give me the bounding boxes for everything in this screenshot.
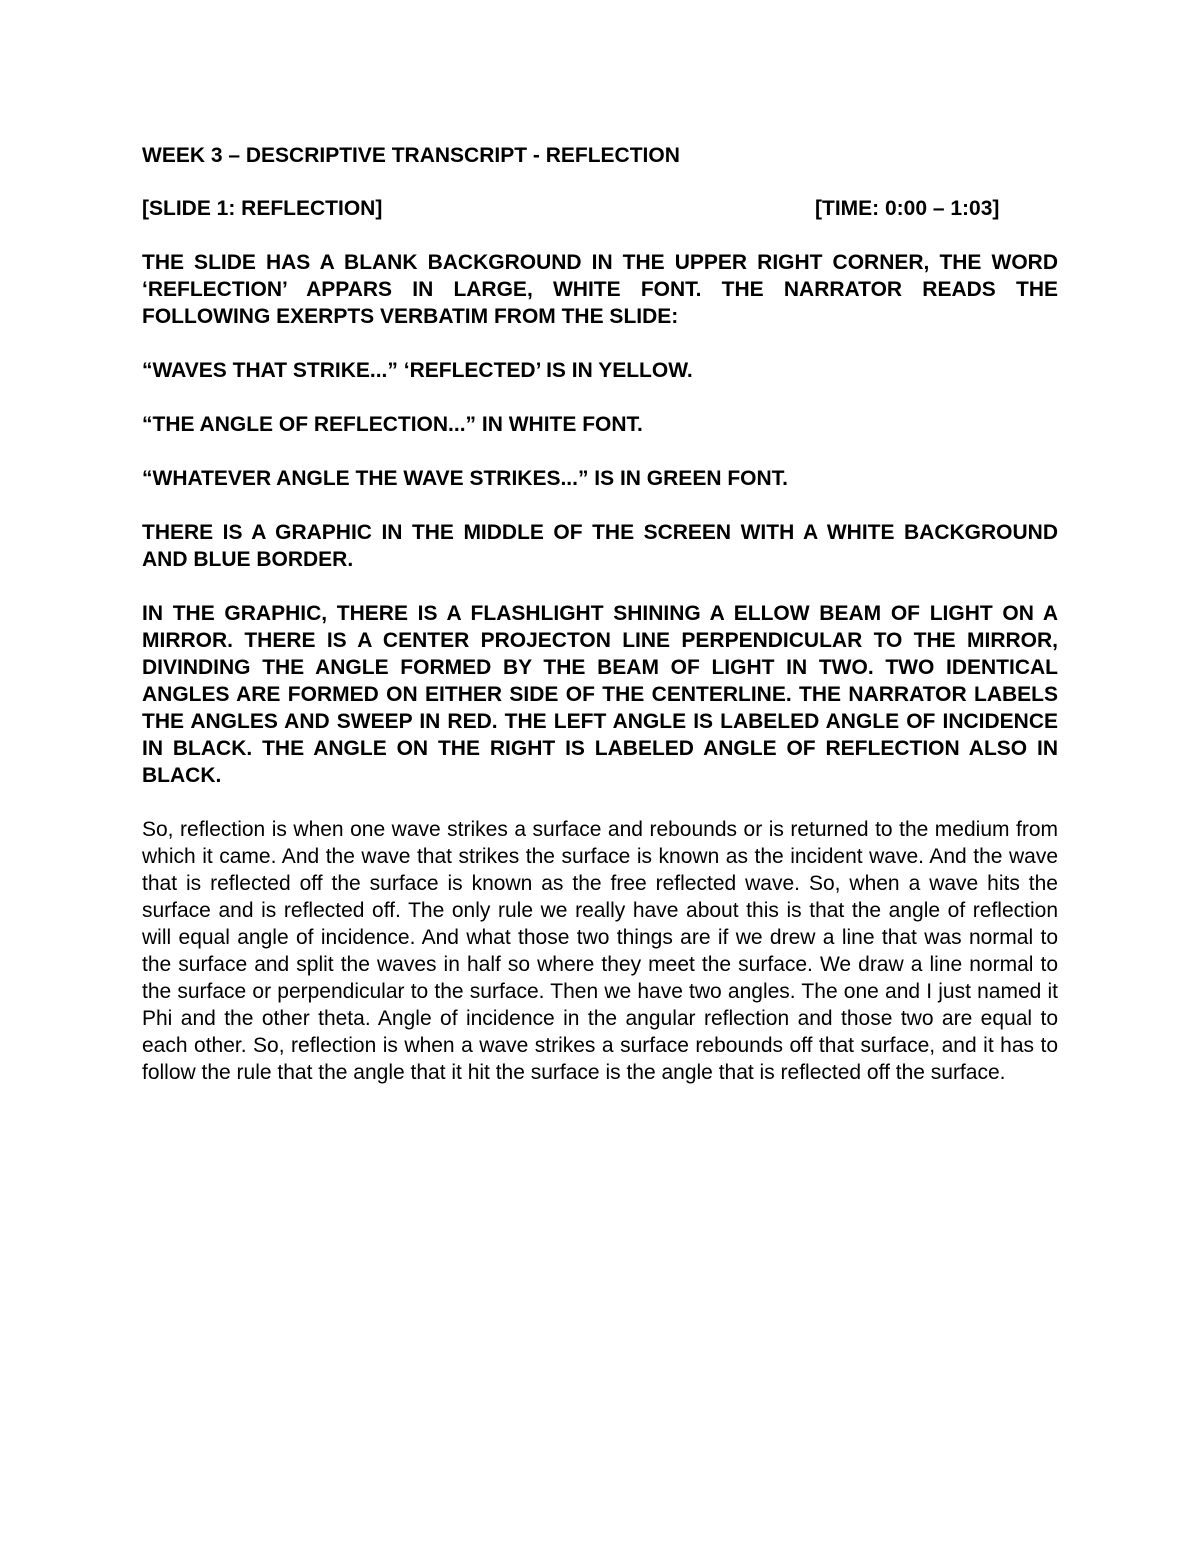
document-title: WEEK 3 – DESCRIPTIVE TRANSCRIPT - REFLECTION: [142, 144, 680, 167]
narration-transcript: So, reflection is when one wave strikes a surface and rebounds or is returned to the medium from which it came. And the wave that strikes the surface is known as the incident wave. And the wave that is reflected off the surface is known as the free reflected wave. So, when a wave hits the surface and is reflected off. The only rule we really have about this is that the angle of reflection will equal angle of incidence. And what those two things are if we drew a line that was normal to the surface and split the waves in half so where they meet the surface. We draw a line normal to the surface or perpendicular to the surface. Then we have two angles. The one and I just named it Phi and the other theta. Angle of incidence in the angular reflection and those two are equal to each other. So, reflection is when a wave strikes a surface rebounds off that surface, and it has to follow the rule that the angle that it hit the surface is the angle that is reflected off the surface.: [142, 818, 1058, 1084]
graphic-detail-paragraph: IN THE GRAPHIC, THERE IS A FLASHLIGHT SHINING A ELLOW BEAM OF LIGHT ON A MIRROR. THERE IS A CENTER PROJECTON LINE PERPENDICULAR TO THE MIRROR, DIVINDING THE ANGLE FORMED BY THE BEAM OF LIGHT IN TWO. TWO IDENTICAL ANGLES ARE FORMED ON EITHER SIDE OF THE CENTERLINE. THE NARRATOR LABELS THE ANGLES AND SWEEP IN RED. THE LEFT ANGLE IS LABELED ANGLE OF INCIDENCE IN BLACK. THE ANGLE ON THE RIGHT IS LABELED ANGLE OF REFLECTION ALSO IN BLACK.: [142, 602, 1058, 787]
slide-excerpt-paragraph: “THE ANGLE OF REFLECTION...” IN WHITE FONT.: [142, 413, 643, 436]
slide-excerpt-paragraph: “WAVES THAT STRIKE...” ‘REFLECTED’ IS IN YELLOW.: [142, 359, 693, 382]
slide-info-line: [142, 195, 1058, 222]
document-page: [142, 142, 1058, 1086]
slide-excerpt-paragraph: “WHATEVER ANGLE THE WAVE STRIKES...” IS IN GREEN FONT.: [142, 467, 788, 490]
graphic-description-paragraph: THERE IS A GRAPHIC IN THE MIDDLE OF THE SCREEN WITH A WHITE BACKGROUND AND BLUE BORDER.: [142, 521, 1058, 571]
slide-label: [SLIDE 1: REFLECTION]: [142, 197, 383, 220]
time-label: [TIME: 0:00 – 1:03]: [815, 197, 1000, 220]
slide-description-paragraph: THE SLIDE HAS A BLANK BACKGROUND IN THE UPPER RIGHT CORNER, THE WORD ‘REFLECTION’ APPARS IN LARGE, WHITE FONT. THE NARRATOR READS THE FOLLOWING EXERPTS VERBATIM FROM THE SLIDE:: [142, 251, 1058, 328]
